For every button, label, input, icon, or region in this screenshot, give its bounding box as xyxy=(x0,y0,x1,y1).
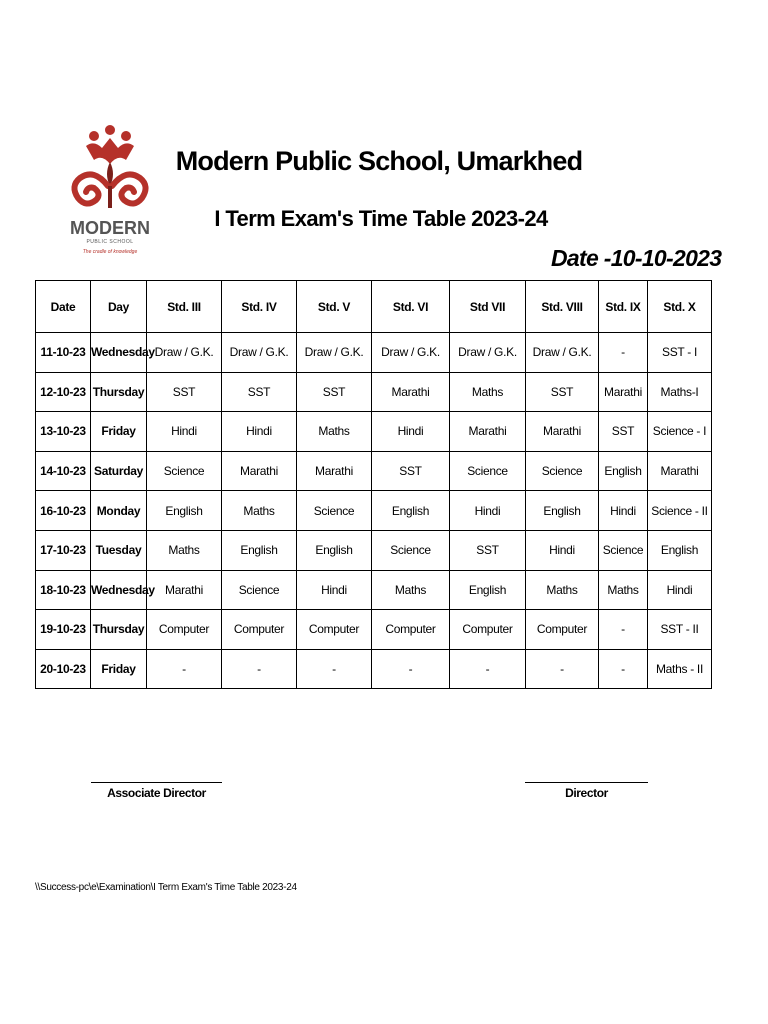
subject-cell: Draw / G.K. xyxy=(297,333,372,373)
subject-cell: Maths xyxy=(599,570,648,610)
subject-cell: Science xyxy=(297,491,372,531)
day-cell: Saturday xyxy=(91,451,147,491)
subject-cell: Hindi xyxy=(648,570,712,610)
subject-cell: SST xyxy=(599,412,648,452)
subject-cell: Science xyxy=(450,451,526,491)
subject-cell: - xyxy=(599,649,648,689)
subject-cell: Computer xyxy=(222,610,297,650)
column-header: Std. VI xyxy=(372,281,450,333)
school-name xyxy=(0,146,768,177)
table-row xyxy=(36,610,712,650)
associate-director-signature-line xyxy=(91,782,222,783)
subject-cell: English xyxy=(599,451,648,491)
subject-cell: SST - I xyxy=(648,333,712,373)
subject-cell: Marathi xyxy=(147,570,222,610)
subject-cell: English xyxy=(147,491,222,531)
subject-cell: - xyxy=(372,649,450,689)
subject-cell: Marathi xyxy=(450,412,526,452)
day-cell: Thursday xyxy=(91,372,147,412)
subject-cell: Draw / G.K. xyxy=(450,333,526,373)
subject-cell: Science xyxy=(372,530,450,570)
date-cell: 16-10-23 xyxy=(36,491,91,531)
school-logo xyxy=(64,124,156,264)
table-row xyxy=(36,451,712,491)
column-header: Std. VIII xyxy=(526,281,599,333)
subject-cell: - xyxy=(450,649,526,689)
subject-cell: Hindi xyxy=(147,412,222,452)
subject-cell: - xyxy=(147,649,222,689)
exam-title xyxy=(0,206,768,232)
subject-cell: Hindi xyxy=(450,491,526,531)
subject-cell: Hindi xyxy=(297,570,372,610)
subject-cell: SST xyxy=(147,372,222,412)
subject-cell: Draw / G.K. xyxy=(526,333,599,373)
subject-cell: Science xyxy=(526,451,599,491)
logo-tagline: The cradle of knowledge xyxy=(82,249,138,255)
column-header: Day xyxy=(91,281,147,333)
subject-cell: Computer xyxy=(450,610,526,650)
associate-director-label: Associate Director xyxy=(107,786,206,800)
subject-cell: - xyxy=(526,649,599,689)
subject-cell: Hindi xyxy=(372,412,450,452)
logo-text: MODERN xyxy=(70,218,150,238)
subject-cell: English xyxy=(526,491,599,531)
subject-cell: SST - II xyxy=(648,610,712,650)
table-row xyxy=(36,530,712,570)
director-label: Director xyxy=(565,786,608,800)
day-cell: Friday xyxy=(91,649,147,689)
director-signature-line xyxy=(525,782,648,783)
subject-cell: Maths xyxy=(147,530,222,570)
column-header: Std VII xyxy=(450,281,526,333)
subject-cell: English xyxy=(222,530,297,570)
subject-cell: Marathi xyxy=(222,451,297,491)
table-row xyxy=(36,570,712,610)
subject-cell: Marathi xyxy=(526,412,599,452)
subject-cell: Maths-I xyxy=(648,372,712,412)
subject-cell: SST xyxy=(372,451,450,491)
subject-cell: Marathi xyxy=(599,372,648,412)
subject-cell: - xyxy=(297,649,372,689)
column-header: Std. V xyxy=(297,281,372,333)
subject-cell: SST xyxy=(222,372,297,412)
table-row xyxy=(36,412,712,452)
subject-cell: Maths xyxy=(222,491,297,531)
day-cell: Monday xyxy=(91,491,147,531)
subject-cell: English xyxy=(648,530,712,570)
column-header: Std. III xyxy=(147,281,222,333)
date-cell: 13-10-23 xyxy=(36,412,91,452)
subject-cell: - xyxy=(599,610,648,650)
subject-cell: SST xyxy=(297,372,372,412)
table-header-row xyxy=(36,281,712,333)
subject-cell: Computer xyxy=(372,610,450,650)
date-cell: 20-10-23 xyxy=(36,649,91,689)
subject-cell: English xyxy=(372,491,450,531)
subject-cell: Hindi xyxy=(526,530,599,570)
table-row xyxy=(36,372,712,412)
subject-cell: Science - II xyxy=(648,491,712,531)
date-cell: 17-10-23 xyxy=(36,530,91,570)
subject-cell: Draw / G.K. xyxy=(372,333,450,373)
day-cell: Friday xyxy=(91,412,147,452)
subject-cell: Science xyxy=(599,530,648,570)
subject-cell: Science xyxy=(222,570,297,610)
subject-cell: English xyxy=(297,530,372,570)
subject-cell: Marathi xyxy=(297,451,372,491)
subject-cell: Draw / G.K. xyxy=(147,333,222,373)
subject-cell: Maths xyxy=(297,412,372,452)
subject-cell: Marathi xyxy=(648,451,712,491)
subject-cell: Computer xyxy=(526,610,599,650)
column-header: Std. X xyxy=(648,281,712,333)
subject-cell: Maths xyxy=(450,372,526,412)
column-header: Std. IV xyxy=(222,281,297,333)
subject-cell: SST xyxy=(450,530,526,570)
subject-cell: - xyxy=(222,649,297,689)
date-cell: 11-10-23 xyxy=(36,333,91,373)
subject-cell: Computer xyxy=(297,610,372,650)
school-name-text: Modern Public School, Umarkhed xyxy=(175,146,583,176)
subject-cell: Maths xyxy=(372,570,450,610)
subject-cell: Computer xyxy=(147,610,222,650)
subject-cell: Hindi xyxy=(222,412,297,452)
subject-cell: SST xyxy=(526,372,599,412)
subject-cell: Science xyxy=(147,451,222,491)
table-body xyxy=(36,333,712,689)
table-row xyxy=(36,333,712,373)
file-path-footer: \\Success-pc\e\Examination\I Term Exam's Time Table 2023-24 xyxy=(35,882,297,893)
date-cell: 14-10-23 xyxy=(36,451,91,491)
subject-cell: Hindi xyxy=(599,491,648,531)
column-header: Std. IX xyxy=(599,281,648,333)
subject-cell: - xyxy=(599,333,648,373)
exam-timetable xyxy=(35,280,712,689)
date-cell: 18-10-23 xyxy=(36,570,91,610)
day-cell: Tuesday xyxy=(91,530,147,570)
date-cell: 19-10-23 xyxy=(36,610,91,650)
table-row xyxy=(36,649,712,689)
day-cell: Wednesday xyxy=(91,570,147,610)
day-cell: Thursday xyxy=(91,610,147,650)
subject-cell: Draw / G.K. xyxy=(222,333,297,373)
subject-cell: Science - I xyxy=(648,412,712,452)
subject-cell: English xyxy=(450,570,526,610)
subject-cell: Maths - II xyxy=(648,649,712,689)
day-cell: Wednesday xyxy=(91,333,147,373)
issue-date: Date -10-10-2023 xyxy=(551,245,722,271)
column-header: Date xyxy=(36,281,91,333)
subject-cell: Marathi xyxy=(372,372,450,412)
logo-subtext: PUBLIC SCHOOL xyxy=(86,239,134,245)
table-row xyxy=(36,491,712,531)
exam-title-text: I Term Exam's Time Table 2023-24 xyxy=(214,206,548,231)
subject-cell: Maths xyxy=(526,570,599,610)
date-cell: 12-10-23 xyxy=(36,372,91,412)
